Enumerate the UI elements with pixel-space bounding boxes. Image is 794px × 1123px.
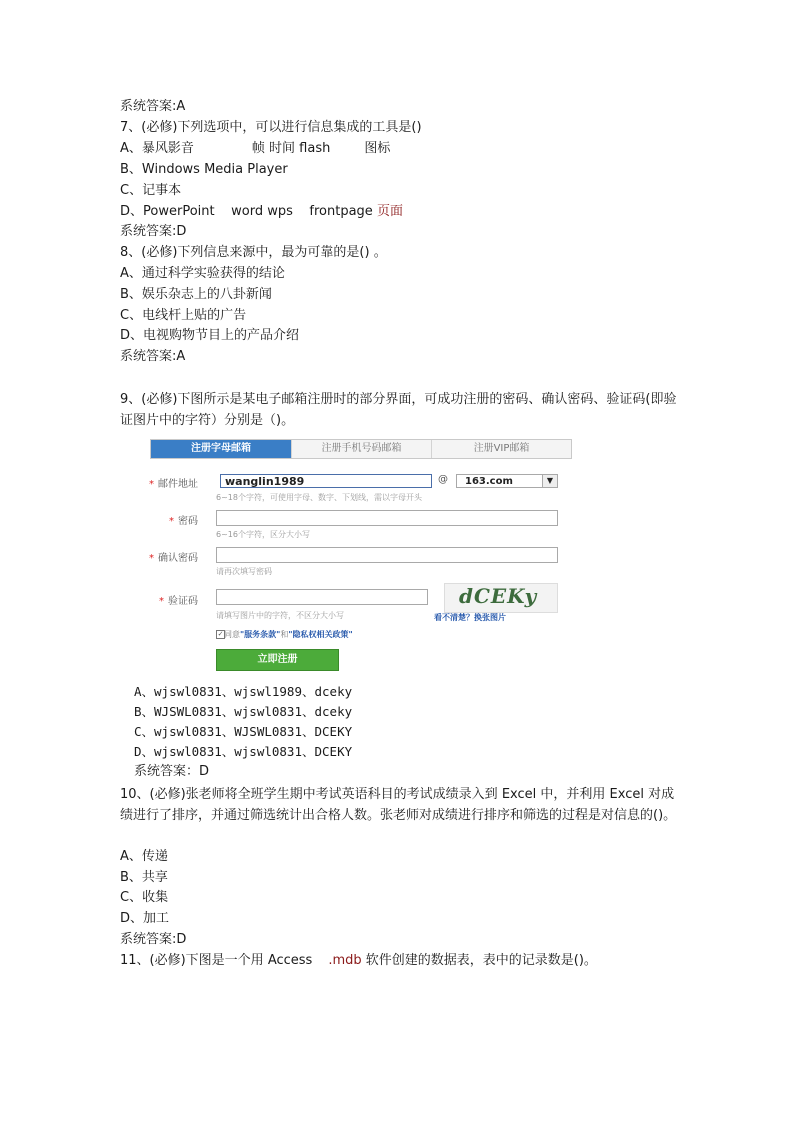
q9-option-a: A、wjswl0831、wjswl1989、dceky [134, 684, 353, 699]
email-hint: 6~18个字符，可使用字母、数字、下划线，需以字母开头 [216, 493, 422, 502]
password-input[interactable] [216, 510, 558, 526]
q8-option-c: C、电线杆上贴的广告 [120, 308, 247, 323]
q11-question-post: 软件创建的数据表，表中的记录数是()。 [365, 953, 597, 968]
q8-option-d: D、电视购物节目上的产品介绍 [120, 328, 300, 343]
q7-option-a-text: A、暴风影音 [120, 141, 194, 156]
privacy-link[interactable]: "隐私权相关政策" [288, 630, 353, 639]
q7-option-a-extra1: 帧 时间 flash [251, 141, 331, 156]
captcha-label: * 验证码 [159, 596, 198, 607]
register-button[interactable]: 立即注册 [216, 649, 339, 671]
email-registration-figure [120, 437, 570, 672]
q8-answer: 系统答案:A [120, 349, 186, 364]
q11-question-pre: 11、(必修)下图是一个用 Access [120, 953, 313, 968]
q11-question-red: .mdb [328, 953, 362, 968]
q7-option-d [120, 203, 403, 221]
q6-answer: 系统答案:A [120, 99, 186, 114]
email-label: * 邮件地址 [149, 479, 198, 490]
captcha-input[interactable] [216, 589, 428, 605]
q7-option-d-text: D、PowerPoint word wps frontpage [120, 204, 373, 219]
refresh-captcha-link[interactable]: 看不清楚？换张图片 [434, 613, 506, 622]
domain-select[interactable]: 163.com ▼ [456, 474, 558, 488]
email-input[interactable]: wanglin1989 [220, 474, 432, 488]
q7-option-a-extra2: 图标 [364, 141, 391, 156]
password-hint: 6~16个字符，区分大小写 [216, 530, 310, 539]
at-sign: @ [438, 474, 448, 485]
confirm-password-input[interactable] [216, 547, 558, 563]
q7-question: 7、(必修)下列选项中，可以进行信息集成的工具是() [120, 120, 422, 135]
q9-option-b: B、WJSWL0831、wjswl0831、dceky [134, 704, 353, 719]
chevron-down-icon: ▼ [542, 475, 557, 487]
captcha-hint: 请填写图片中的字符，不区分大小写 [216, 611, 344, 620]
q10-option-d: D、加工 [120, 911, 170, 926]
registration-tabs [150, 439, 572, 459]
q9-question: 9、(必修)下图所示是某电子邮箱注册时的部分界面，可成功注册的密码、确认密码、验证码(即验证图片中的字符）分别是（)。 [120, 392, 677, 428]
q7-option-a [120, 140, 390, 158]
q8-option-b: B、娱乐杂志上的八卦新闻 [120, 287, 272, 302]
q9-answer: 系统答案：D [134, 764, 210, 779]
q7-option-c: C、记事本 [120, 183, 182, 198]
agree-checkbox[interactable]: ✓ [217, 630, 224, 638]
q10-answer: 系统答案:D [120, 932, 187, 947]
password-label: * 密码 [169, 516, 198, 527]
q8-question: 8、(必修)下列信息来源中，最为可靠的是() 。 [120, 245, 387, 260]
confirm-password-label: * 确认密码 [149, 553, 198, 564]
q9-option-c: C、wjswl0831、WJSWL0831、DCEKY [134, 724, 353, 739]
terms-link[interactable]: "服务条款" [240, 630, 281, 639]
tab-phone-mailbox[interactable]: 注册手机号码邮箱 [292, 440, 432, 458]
tab-letter-mailbox[interactable]: 注册字母邮箱 [151, 440, 292, 458]
agree-text: 同意"服务条款"和"隐私权相关政策" [224, 630, 353, 639]
q10-question: 10、(必修)张老师将全班学生期中考试英语科目的考试成绩录入到 Excel 中，并利用 Excel 对成绩进行了排序，并通过筛选统计出合格人数。张老师对成绩进行排序和筛选的过程是对信息的()。 [120, 787, 677, 823]
tab-vip-mailbox[interactable]: 注册VIP邮箱 [473, 443, 530, 454]
q9-option-d: D、wjswl0831、wjswl0831、DCEKY [134, 744, 353, 759]
captcha-image: dCEKy [444, 583, 558, 613]
q7-option-b: B、Windows Media Player [120, 162, 288, 177]
q11-question [120, 952, 597, 970]
q8-option-a: A、通过科学实验获得的结论 [120, 266, 285, 281]
q7-answer: 系统答案:D [120, 224, 187, 239]
confirm-password-hint: 请再次填写密码 [216, 567, 272, 576]
q10-option-b: B、共享 [120, 870, 168, 885]
q10-option-c: C、收集 [120, 890, 169, 905]
q7-option-d-red: 页面 [376, 204, 403, 219]
q10-option-a: A、传递 [120, 849, 168, 864]
